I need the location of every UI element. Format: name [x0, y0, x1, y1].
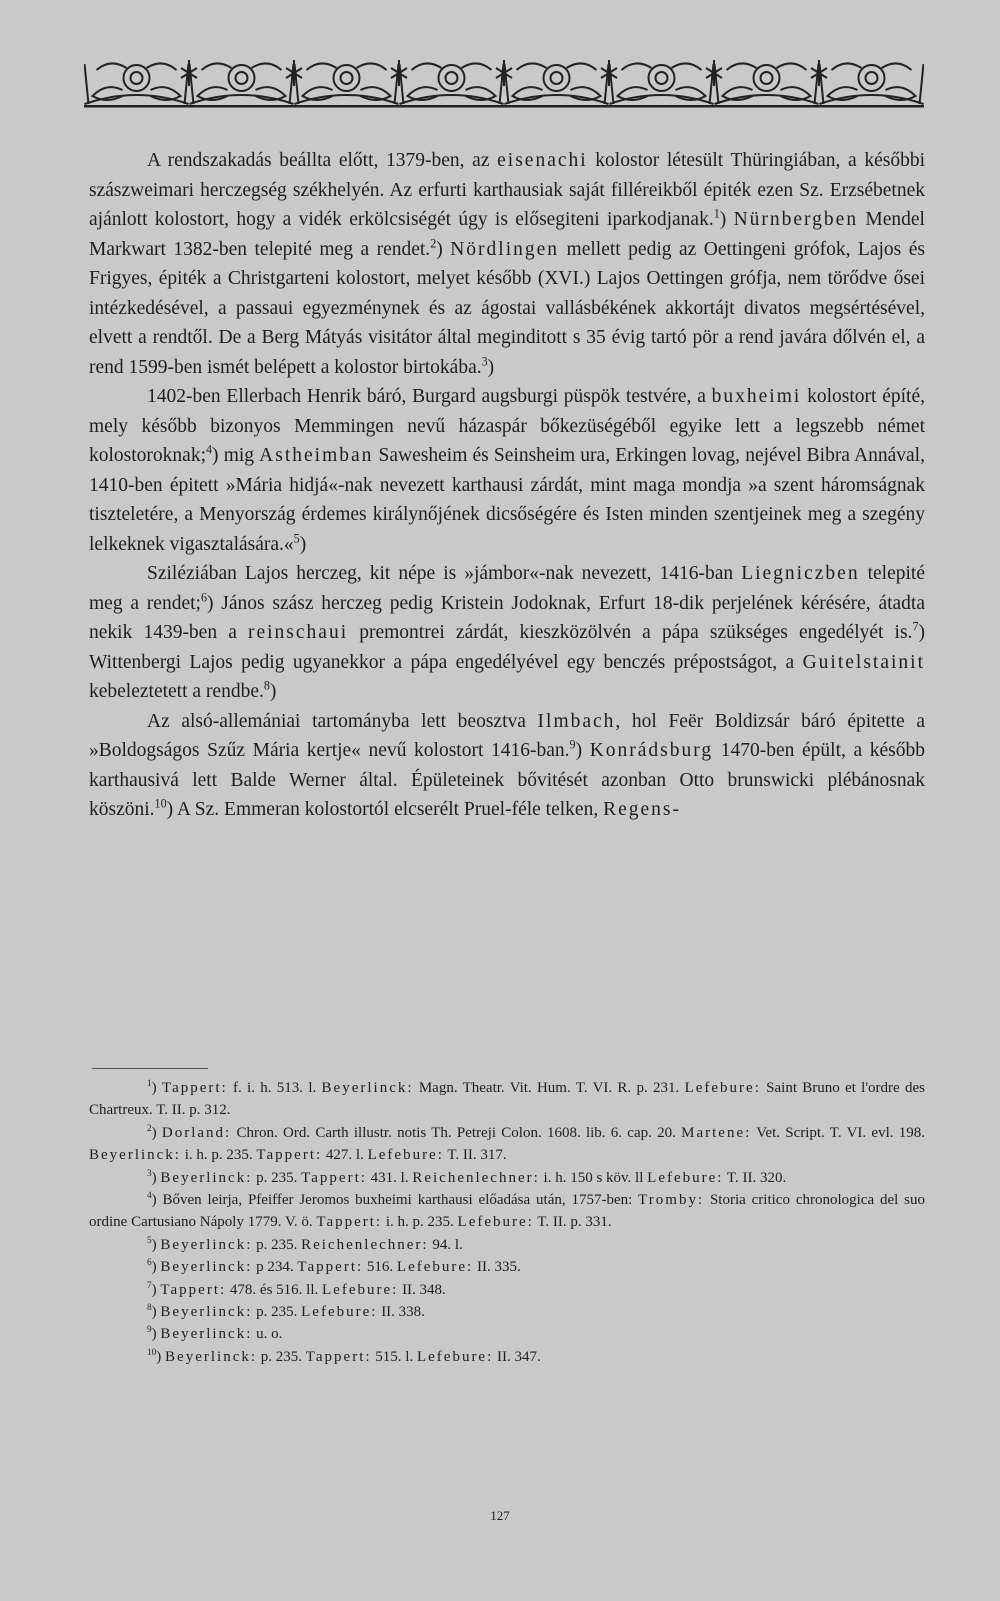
- spaced-name: Lefebure:: [457, 1214, 534, 1231]
- spaced-name: Liegniczben: [741, 563, 860, 584]
- text-run: 1402-ben Ellerbach Henrik báró, Burgard augsburgi püspök testvére, a: [147, 386, 712, 407]
- text-run: kolostor létesült Thüringiában, a későbbi szászweimari herczegség székhelyén. Az erfurti karthausiak saját filléreikből épiték ezen Sz. Erzsébetnek ajánlott kolostort, hogy a vidék erkölcsiségét úgy is elősegiteni iparkodjanak.: [89, 150, 925, 230]
- text-run: p. 235.: [257, 1348, 306, 1365]
- text-run: ) János szász herczeg pedig Kristein Jodoknak, Erfurt 18-dik perjelének kérésére, átadta nekik 1439-ben a: [89, 592, 925, 643]
- text-run: ) A Sz. Emmeran kolostortól elcserélt Pruel-féle telken,: [166, 799, 604, 820]
- text-run: II. 347.: [493, 1348, 541, 1365]
- text-run: ): [575, 740, 590, 761]
- text-run: 516.: [363, 1259, 397, 1276]
- text-run: ): [269, 681, 277, 702]
- text-run: Sziléziában Lajos herczeg, kit népe is »jámbor«-nak nevezett, 1416-ban: [147, 563, 742, 584]
- text-run: Vet. Script. T. VI. evl. 198.: [751, 1124, 925, 1141]
- spaced-name: Guitelstainit: [802, 651, 925, 673]
- spaced-name: Tappert:: [161, 1080, 228, 1096]
- text-run: T. II. 317.: [443, 1147, 507, 1164]
- note-reference: 4: [206, 442, 213, 457]
- text-run: Storia critico chronologica del suo ordine Cartusiano Nápoly 1779. V. ö.: [89, 1192, 925, 1231]
- note-reference: 1: [713, 206, 720, 221]
- note-reference: 3: [147, 1168, 152, 1179]
- spaced-name: Beyerlinck:: [160, 1236, 253, 1253]
- spaced-name: Nürnbergben: [733, 209, 859, 230]
- text-run: A rendszakadás beállta előtt, 1379-ben, az: [147, 150, 498, 171]
- spaced-name: Lefebure:: [367, 1147, 444, 1164]
- spaced-name: Beyerlinck:: [160, 1169, 253, 1186]
- text-run: Chron. Ord. Carth illustr. notis Th. Petreji Colon. 1608. lib. 6. cap. 20.: [231, 1124, 682, 1141]
- text-run: ): [151, 1080, 162, 1096]
- note-reference: 8: [147, 1303, 152, 1314]
- spaced-name: Lefebure:: [416, 1348, 494, 1365]
- note-reference: 9: [569, 737, 576, 752]
- spaced-name: Tappert:: [305, 1348, 372, 1365]
- note-reference: 2: [430, 236, 437, 250]
- text-run: ): [151, 1236, 161, 1253]
- spaced-name: Regens-: [603, 799, 681, 820]
- footnote: [89, 1346, 925, 1368]
- footnote: [89, 1301, 925, 1323]
- text-run: Sawesheim és Seinsheim ura, Erkingen lovag, nejével Bibra Annával, 1410-ben épitett »Mária hidjá«-nak nevezett karthausi zárdát, mint maga mondja »a szent háromságnak tiszteletére, a Menyország érdemes királynőjének dicsőségére és Isten minden szentjeinek meg a szegény lelkeknek vigasztalására.«: [89, 445, 925, 555]
- spaced-name: Beyerlinck:: [160, 1304, 253, 1321]
- spaced-name: eisenachi: [497, 150, 588, 171]
- spaced-name: Lefebure:: [322, 1281, 399, 1298]
- note-reference: 8: [263, 678, 270, 693]
- note-reference: 6: [200, 590, 207, 604]
- text-run: T. II. 320.: [723, 1169, 787, 1186]
- note-reference: 10: [154, 796, 167, 811]
- text-run: p. 235.: [252, 1236, 302, 1253]
- text-run: Mendel Markwart 1382-ben telepité meg a rendet.: [89, 209, 925, 260]
- text-run: T. II. p. 331.: [533, 1214, 612, 1231]
- text-run: i. h. 150 s köv. ll: [539, 1169, 648, 1186]
- spaced-name: Beyerlinck:: [160, 1326, 253, 1343]
- text-run: 94. l.: [428, 1236, 463, 1253]
- note-reference: 7: [147, 1280, 152, 1291]
- text-run: ): [151, 1259, 161, 1276]
- spaced-name: Beyerlinck:: [160, 1259, 253, 1276]
- text-run: ): [151, 1304, 161, 1321]
- text-run: II. 335.: [473, 1259, 521, 1276]
- footnote-divider: [92, 1068, 208, 1069]
- spaced-name: Martene:: [681, 1124, 752, 1141]
- text-run: kebeleztetett a rendbe.: [89, 681, 264, 702]
- note-reference: 7: [912, 619, 919, 634]
- text-run: p. 235.: [252, 1304, 302, 1321]
- note-reference: 2: [147, 1123, 152, 1134]
- spaced-name: Lefebure:: [301, 1304, 378, 1321]
- spaced-name: Dorland:: [161, 1124, 232, 1141]
- spaced-name: Nördlingen: [450, 238, 560, 260]
- spaced-name: Tappert:: [301, 1169, 367, 1186]
- footnote: [89, 1323, 925, 1345]
- spaced-name: Lefebure:: [684, 1080, 761, 1096]
- footnote: [89, 1167, 925, 1189]
- text-run: ): [719, 209, 734, 230]
- note-reference: 1: [147, 1079, 152, 1089]
- text-run: ) mig: [212, 445, 260, 466]
- note-reference: 5: [293, 531, 300, 545]
- note-reference: 6: [147, 1258, 152, 1269]
- text-run: II. 348.: [398, 1281, 446, 1298]
- spaced-name: Reichenlechner:: [412, 1169, 540, 1186]
- spaced-name: Lefebure:: [647, 1169, 724, 1186]
- text-run: Saint Bruno et l'ordre des Chartreux. T. II. p. 312.: [89, 1080, 925, 1119]
- text-run: , hol Feër Boldizsár báró épitette a »Boldogságos Szűz Mária kertje« nevű kolostort 1416-ban.: [89, 710, 925, 761]
- spaced-name: Beyerlinck:: [165, 1348, 258, 1365]
- text-run: ): [151, 1169, 161, 1186]
- text-run: p. 235.: [252, 1169, 302, 1186]
- spaced-name: reinschaui: [247, 622, 349, 643]
- text-run: Az alsó-allemániai tartományba lett beosztva: [147, 710, 538, 732]
- footnote: [89, 1256, 925, 1278]
- spaced-name: Tappert:: [316, 1214, 383, 1231]
- text-run: ): [299, 533, 307, 555]
- page-number: 127: [490, 1508, 510, 1523]
- spaced-name: Ilmbach: [537, 710, 616, 732]
- footnote: [89, 1189, 925, 1234]
- text-run: kolostort építé, mely később bizonyos Memmingen nevű házaspár bőkezüségéből egyike lett a legszebb német kolostoroknak;: [89, 386, 925, 466]
- text-run: premontrei zárdát, kieszközölvén a pápa szükséges engedélyét is.: [348, 622, 913, 643]
- spaced-name: Astheimban: [259, 445, 374, 466]
- text-run: mellett pedig az Oettingeni grófok, Lajos és Frigyes, épiték a Christgarteni kolostort, melyet később (XVI.) Lajos Oettingen grófja, nem törődve ősei intézkedésével, a passaui egyezménynek és az ágostai vallásbékének akkortájt divatos megsértésével, elvett a rendtől. De a Berg Mátyás visitátor által meginditott s 35 évig tartó pör a rend javára dőlvén el, a rend 1599-ben ismét belépett a kolostor birtokába.: [89, 238, 925, 378]
- footnote: [89, 1122, 925, 1167]
- spaced-name: Reichenlechner:: [301, 1236, 429, 1253]
- main-text: [89, 146, 925, 825]
- spaced-name: buxheimi: [711, 386, 802, 407]
- text-run: 431. l.: [366, 1169, 413, 1186]
- spaced-name: Tappert:: [256, 1147, 323, 1164]
- footnotes: [89, 1077, 925, 1368]
- text-run: ): [487, 356, 495, 378]
- paragraph: [89, 559, 925, 707]
- text-run: ): [151, 1281, 161, 1298]
- footnote: [89, 1234, 925, 1256]
- paragraph: [89, 382, 925, 559]
- text-run: ): [436, 238, 451, 260]
- text-run: f. i. h. 513. l.: [227, 1080, 322, 1096]
- text-run: 1470-ben épült, a később karthausivá lett Balde Werner által. Épületeinek bővitését azonban Otto brunswicki plébánosnak köszöni.: [89, 740, 926, 820]
- spaced-name: Tromby:: [638, 1192, 705, 1209]
- text-run: II. 338.: [377, 1304, 425, 1321]
- text-run: ): [151, 1326, 161, 1343]
- text-run: i. h. p. 235.: [180, 1147, 257, 1164]
- paragraph: [89, 707, 925, 825]
- spaced-name: Beyerlinck:: [321, 1080, 414, 1096]
- spaced-name: Lefebure:: [396, 1259, 474, 1276]
- text-run: Magn. Theatr. Vit. Hum. T. VI. R. p. 231.: [413, 1080, 685, 1096]
- text-run: p 234.: [252, 1259, 298, 1276]
- note-reference: 10: [147, 1347, 157, 1358]
- footnote: [89, 1077, 925, 1122]
- spaced-name: Tappert:: [297, 1259, 364, 1276]
- footnote: [89, 1279, 925, 1301]
- paragraph: [89, 146, 925, 382]
- note-reference: 9: [147, 1325, 152, 1336]
- note-reference: 3: [481, 354, 488, 368]
- spaced-name: Beyerlinck:: [89, 1147, 181, 1164]
- text-run: u. o.: [252, 1326, 283, 1343]
- spaced-name: Konrádsburg: [589, 740, 714, 761]
- text-run: 427. l.: [322, 1147, 368, 1164]
- note-reference: 5: [147, 1235, 152, 1246]
- text-run: i. h. p. 235.: [382, 1214, 458, 1231]
- text-run: telepité meg a rendet;: [89, 563, 925, 614]
- text-run: ) Wittenbergi Lajos pedig ugyanekkor a pápa engedélyével egy benczés prépostságot, a: [89, 622, 925, 673]
- text-run: ) Bőven leirja, Pfeiffer Jeromos buxheimi karthausi előadása után, 1757-ben:: [151, 1192, 639, 1209]
- text-run: ): [151, 1124, 162, 1141]
- floral-ornament-header: [84, 56, 924, 112]
- text-run: ): [156, 1348, 166, 1365]
- note-reference: 4: [147, 1191, 152, 1202]
- text-run: 515. l.: [371, 1348, 417, 1365]
- text-run: 478. és 516. ll.: [226, 1281, 323, 1298]
- spaced-name: Tappert:: [160, 1281, 227, 1298]
